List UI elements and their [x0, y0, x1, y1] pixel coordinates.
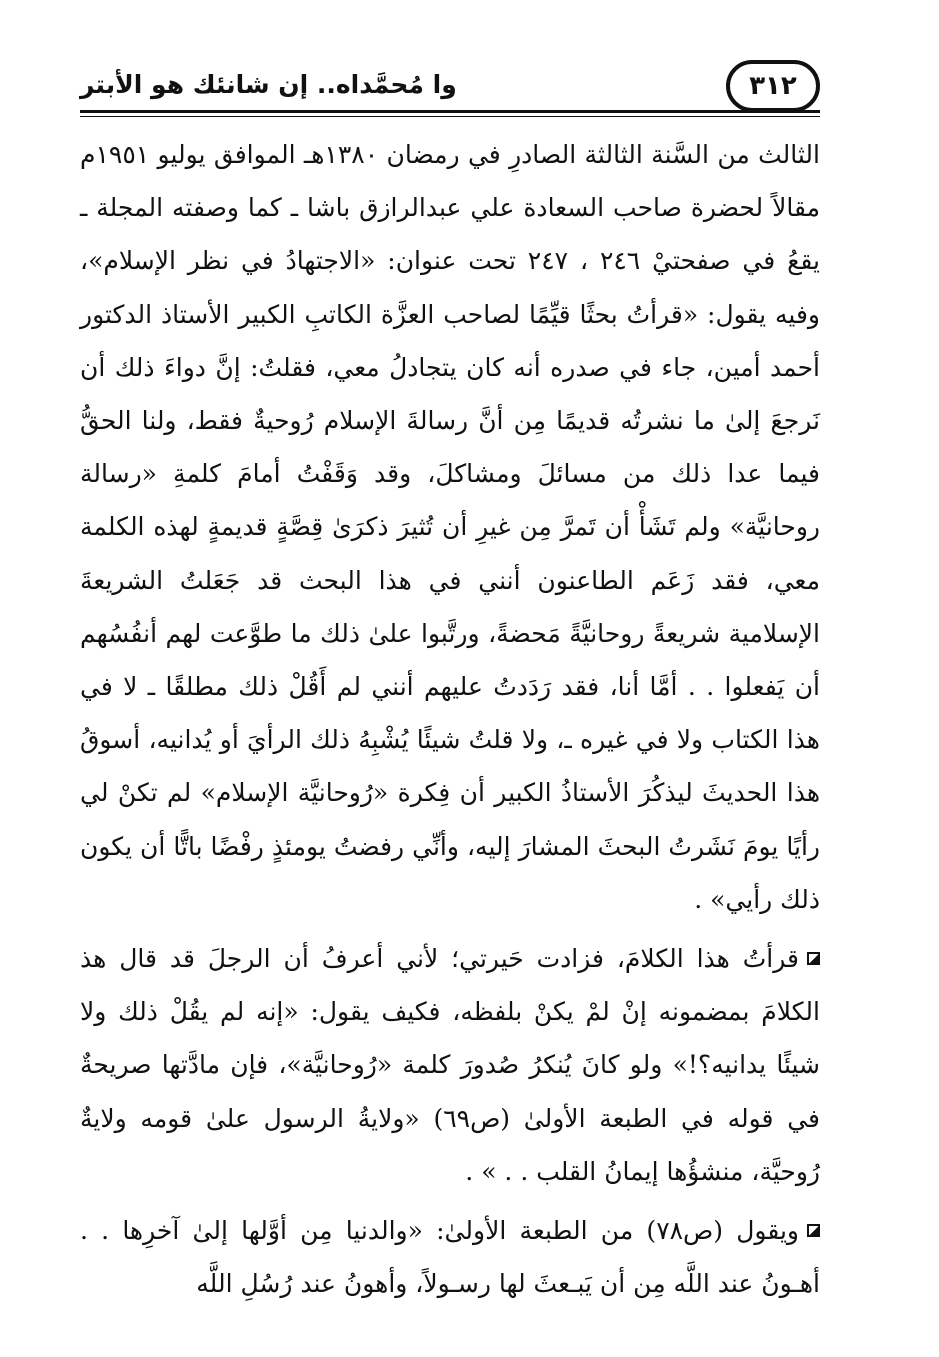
paragraph-text: الثالث من السَّنة الثالثة الصادرِ في رمضان ١٣٨٠هـ الموافق يوليو ١٩٥١م مقالاً لحضرة صاحب السعادة علي عبدالرازق باشا ـ كما وصفته المجلة ـ يقعُ في صفحتيْ ٢٤٦ ، ٢٤٧ تحت عنوان: «الاجتهادُ في نظر الإسلام»، وفيه يقول: «قرأتُ بحثًا قيِّمًا لصاحب العزَّة الكاتبِ الكبير الأستاذ الدكتور أحمد أمين، جاء في صدره أنه كان يتجادلُ معي، فقلتُ: إنَّ دواءَ ذلك أن نَرجعَ إلىٰ ما نشرتُه قديمًا مِن أنَّ رسالةَ الإسلام رُوحيةٌ فقط، ولنا الحقُّ فيما عدا ذلك من مسائلَ ومشاكلَ، وقد وَقَفْتُ أمامَ كلمةِ «رسالة روحانيَّة» ولم تَشَأْ أن تَمرَّ مِن غيرِ أن تُثيرَ ذكرَىٰ قِصَّةٍ قديمةٍ لهذه الكلمة معي، فقد زَعَم الطاعنون أنني في هذا البحث قد جَعَلتُ الشريعةَ الإسلامية شريعةً روحانيَّةً مَحضةً، ورتَّبوا علىٰ ذلك ما طوَّعت لهم أنفُسُهم أن يَفعلوا . . أمَّا أنا، فقد رَدَدتُ عليهم أنني لم أَقُلْ ذلك مطلقًا ـ لا في هذا الكتاب ولا في غيره ـ، ولا قلتُ شيئًا يُشْبِهُ ذلك الرأيَ أو يُدانيه، أسوقُ هذا الحديثَ ليذكُرَ الأستاذُ الكبير أن فِكرة «رُوحانيَّة الإسلام» لم تكنْ لي رأيًا يومَ نَشَرتُ البحثَ المشارَ إليه، وأنِّي رفضتُ يومئذٍ رفْضًا باتًّا أن يكون ذلك رأيي» .: [80, 140, 820, 914]
page-number: ٣١٢: [749, 71, 797, 101]
square-bullet-icon: [807, 1224, 820, 1237]
paragraph-text: قرأتُ هذا الكلامَ، فزادت حَيرتي؛ لأني أعرفُ أن الرجلَ قد قال هذ الكلامَ بمضمونه إنْ لمْ يكنْ بلفظه، فكيف يقول: «إنه لم يقُلْ ذلك ولا شيئًا يدانيه؟!» ولو كانَ يُنكرُ صُدورَ كلمة «رُوحانيَّة»، فإن مادَّتها صريحةٌ في قوله في الطبعة الأولىٰ (ص٦٩) «ولايةُ الرسول علىٰ قومه ولايةٌ رُوحيَّة، منشؤُها إيمانُ القلب . . » .: [80, 944, 820, 1186]
page-header: [80, 58, 820, 122]
square-bullet-icon: [807, 952, 820, 965]
paragraph-1: [80, 128, 820, 926]
running-title: وا مُحمَّداه.. إن شانئك هو الأبتر: [80, 70, 457, 99]
body-text: [80, 128, 820, 1310]
header-rule-thin: [80, 116, 820, 117]
paragraph-3: [80, 1204, 820, 1310]
page-number-badge: [726, 60, 820, 112]
paragraph-2: [80, 932, 820, 1198]
paragraph-text: ويقول (ص٧٨) من الطبعة الأولىٰ: «والدنيا مِن أوَّلها إلىٰ آخرِها . . أهـونُ عند اللَّه مِن أن يَبـعثَ لها رسـولاً، وأهونُ عند رُسُلِ اللَّه: [80, 1216, 820, 1299]
header-rule-thick: [80, 110, 820, 113]
